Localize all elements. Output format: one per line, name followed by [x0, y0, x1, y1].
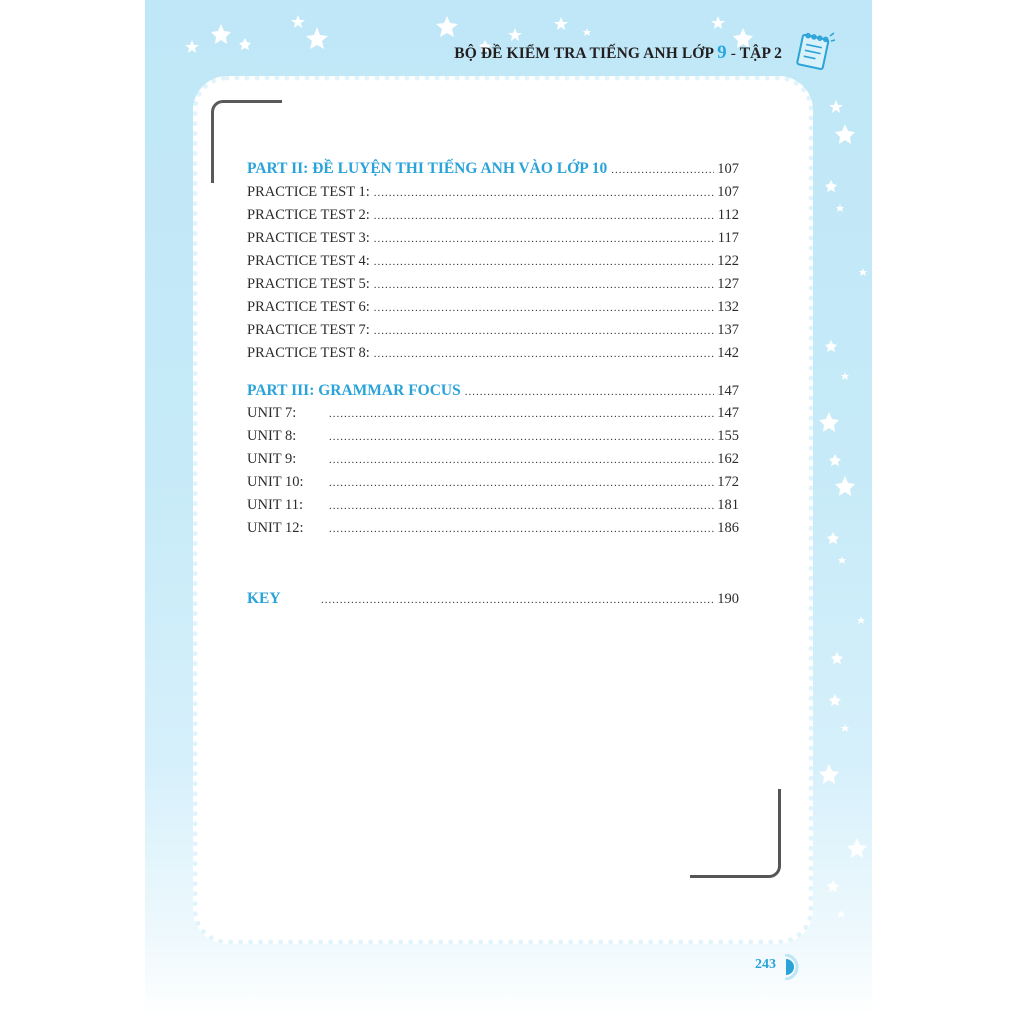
star-icon: [827, 880, 839, 892]
dot-leader: [329, 500, 714, 512]
toc-page-number: 107: [717, 184, 739, 200]
toc-section-title: PART III: GRAMMAR FOCUS: [247, 382, 461, 399]
star-icon: [819, 412, 839, 432]
toc-entry[interactable]: [247, 451, 739, 471]
toc-entry-label: PRACTICE TEST 5:: [247, 276, 370, 292]
half-circle-icon: [783, 954, 803, 980]
header-separator: -: [730, 45, 737, 62]
star-icon: [819, 764, 839, 784]
star-icon: [836, 204, 844, 212]
toc-entry[interactable]: [247, 207, 739, 227]
header-volume: TẬP 2: [739, 45, 782, 62]
dot-leader: [374, 233, 715, 245]
star-icon: [436, 16, 458, 37]
star-icon: [859, 268, 867, 276]
toc-entry-label: PRACTICE TEST 3:: [247, 230, 370, 246]
dot-leader: [374, 325, 715, 337]
star-icon: [829, 100, 843, 113]
star-icon: [554, 17, 568, 30]
dot-leader: [374, 348, 715, 360]
header-title: BỘ ĐỀ KIỂM TRA TIẾNG ANH LỚP: [454, 45, 714, 62]
star-icon: [831, 652, 843, 664]
toc-page-number: 137: [717, 322, 739, 338]
star-icon: [841, 724, 849, 732]
toc-entry[interactable]: [247, 276, 739, 296]
toc-entry[interactable]: [247, 497, 739, 517]
star-icon: [711, 16, 725, 29]
star-icon: [306, 27, 328, 49]
toc-entry[interactable]: [247, 405, 739, 425]
star-icon: [837, 910, 845, 918]
star-icon: [835, 476, 855, 496]
star-icon: [829, 454, 841, 466]
star-icon: [835, 124, 855, 144]
star-icon: [239, 38, 251, 50]
dot-leader: [329, 523, 714, 535]
dot-leader: [329, 408, 714, 420]
toc-section-part-3[interactable]: [247, 382, 739, 402]
page-number-badge: [743, 952, 805, 982]
star-icon: [827, 532, 839, 544]
toc-entry-label: PRACTICE TEST 7:: [247, 322, 370, 338]
toc-page-number: 107: [717, 161, 739, 177]
dot-leader: [374, 302, 715, 314]
star-icon: [291, 15, 305, 28]
toc-entry[interactable]: [247, 520, 739, 540]
toc-section-title: KEY: [247, 590, 281, 607]
toc-page-number: 132: [717, 299, 739, 315]
notepad-icon: [790, 28, 836, 74]
toc-entry-label: UNIT 10:: [247, 474, 304, 490]
toc-entry-label: UNIT 8:: [247, 428, 297, 444]
toc-page-number: 142: [717, 345, 739, 361]
toc-entry[interactable]: [247, 345, 739, 365]
star-icon: [185, 40, 199, 53]
toc-page-number: 181: [717, 497, 739, 513]
star-icon: [825, 340, 837, 352]
toc-entry-label: PRACTICE TEST 8:: [247, 345, 370, 361]
dot-leader: [611, 164, 714, 176]
star-icon: [583, 28, 591, 36]
toc-page-number: 112: [717, 207, 739, 223]
toc-entry[interactable]: [247, 428, 739, 448]
star-icon: [508, 28, 522, 41]
dot-leader: [329, 477, 714, 489]
toc-page-number: 117: [717, 230, 739, 246]
toc-entry[interactable]: [247, 230, 739, 250]
toc-section-part-2[interactable]: [247, 160, 739, 180]
dot-leader: [374, 256, 715, 268]
dot-leader: [321, 594, 714, 606]
toc-page-number: 155: [717, 428, 739, 444]
toc-page-number: 162: [717, 451, 739, 467]
star-icon: [838, 556, 846, 564]
dot-leader: [374, 210, 715, 222]
toc-page-number: 172: [717, 474, 739, 490]
toc-page-number: 186: [717, 520, 739, 536]
dot-leader: [374, 187, 715, 199]
toc-entry[interactable]: [247, 184, 739, 204]
toc-entry-label: UNIT 11:: [247, 497, 303, 513]
star-icon: [857, 616, 865, 624]
toc-entry[interactable]: [247, 474, 739, 494]
toc-entry[interactable]: [247, 299, 739, 319]
star-icon: [211, 24, 231, 44]
dot-leader: [374, 279, 715, 291]
toc-entry[interactable]: [247, 322, 739, 342]
star-icon: [841, 372, 849, 380]
corner-bracket-bottom-right: [690, 789, 781, 878]
header-grade: 9: [717, 42, 727, 63]
toc-entry-label: UNIT 9:: [247, 451, 297, 467]
toc-page-number: 147: [717, 405, 739, 421]
toc-entry[interactable]: [247, 253, 739, 273]
star-icon: [847, 838, 867, 858]
toc-section-key[interactable]: [247, 590, 739, 610]
toc-entry-label: PRACTICE TEST 6:: [247, 299, 370, 315]
toc-page-number: 190: [717, 591, 739, 607]
toc-page-number: 127: [717, 276, 739, 292]
toc-entry-label: PRACTICE TEST 1:: [247, 184, 370, 200]
star-icon: [829, 694, 841, 706]
dot-leader: [465, 386, 715, 398]
book-page: [145, 0, 872, 1017]
toc-entry-label: PRACTICE TEST 2:: [247, 207, 370, 223]
toc-page-number: 122: [717, 253, 739, 269]
star-icon: [825, 180, 837, 192]
dot-leader: [329, 454, 714, 466]
toc-section-title: PART II: ĐỀ LUYỆN THI TIẾNG ANH VÀO LỚP 10: [247, 160, 608, 177]
dot-leader: [329, 431, 714, 443]
book-header: [454, 42, 782, 64]
toc-entry-label: UNIT 7:: [247, 405, 297, 421]
page-number: 243: [755, 957, 776, 972]
toc-entry-label: UNIT 12:: [247, 520, 304, 536]
toc-page-number: 147: [717, 383, 739, 399]
toc-entry-label: PRACTICE TEST 4:: [247, 253, 370, 269]
